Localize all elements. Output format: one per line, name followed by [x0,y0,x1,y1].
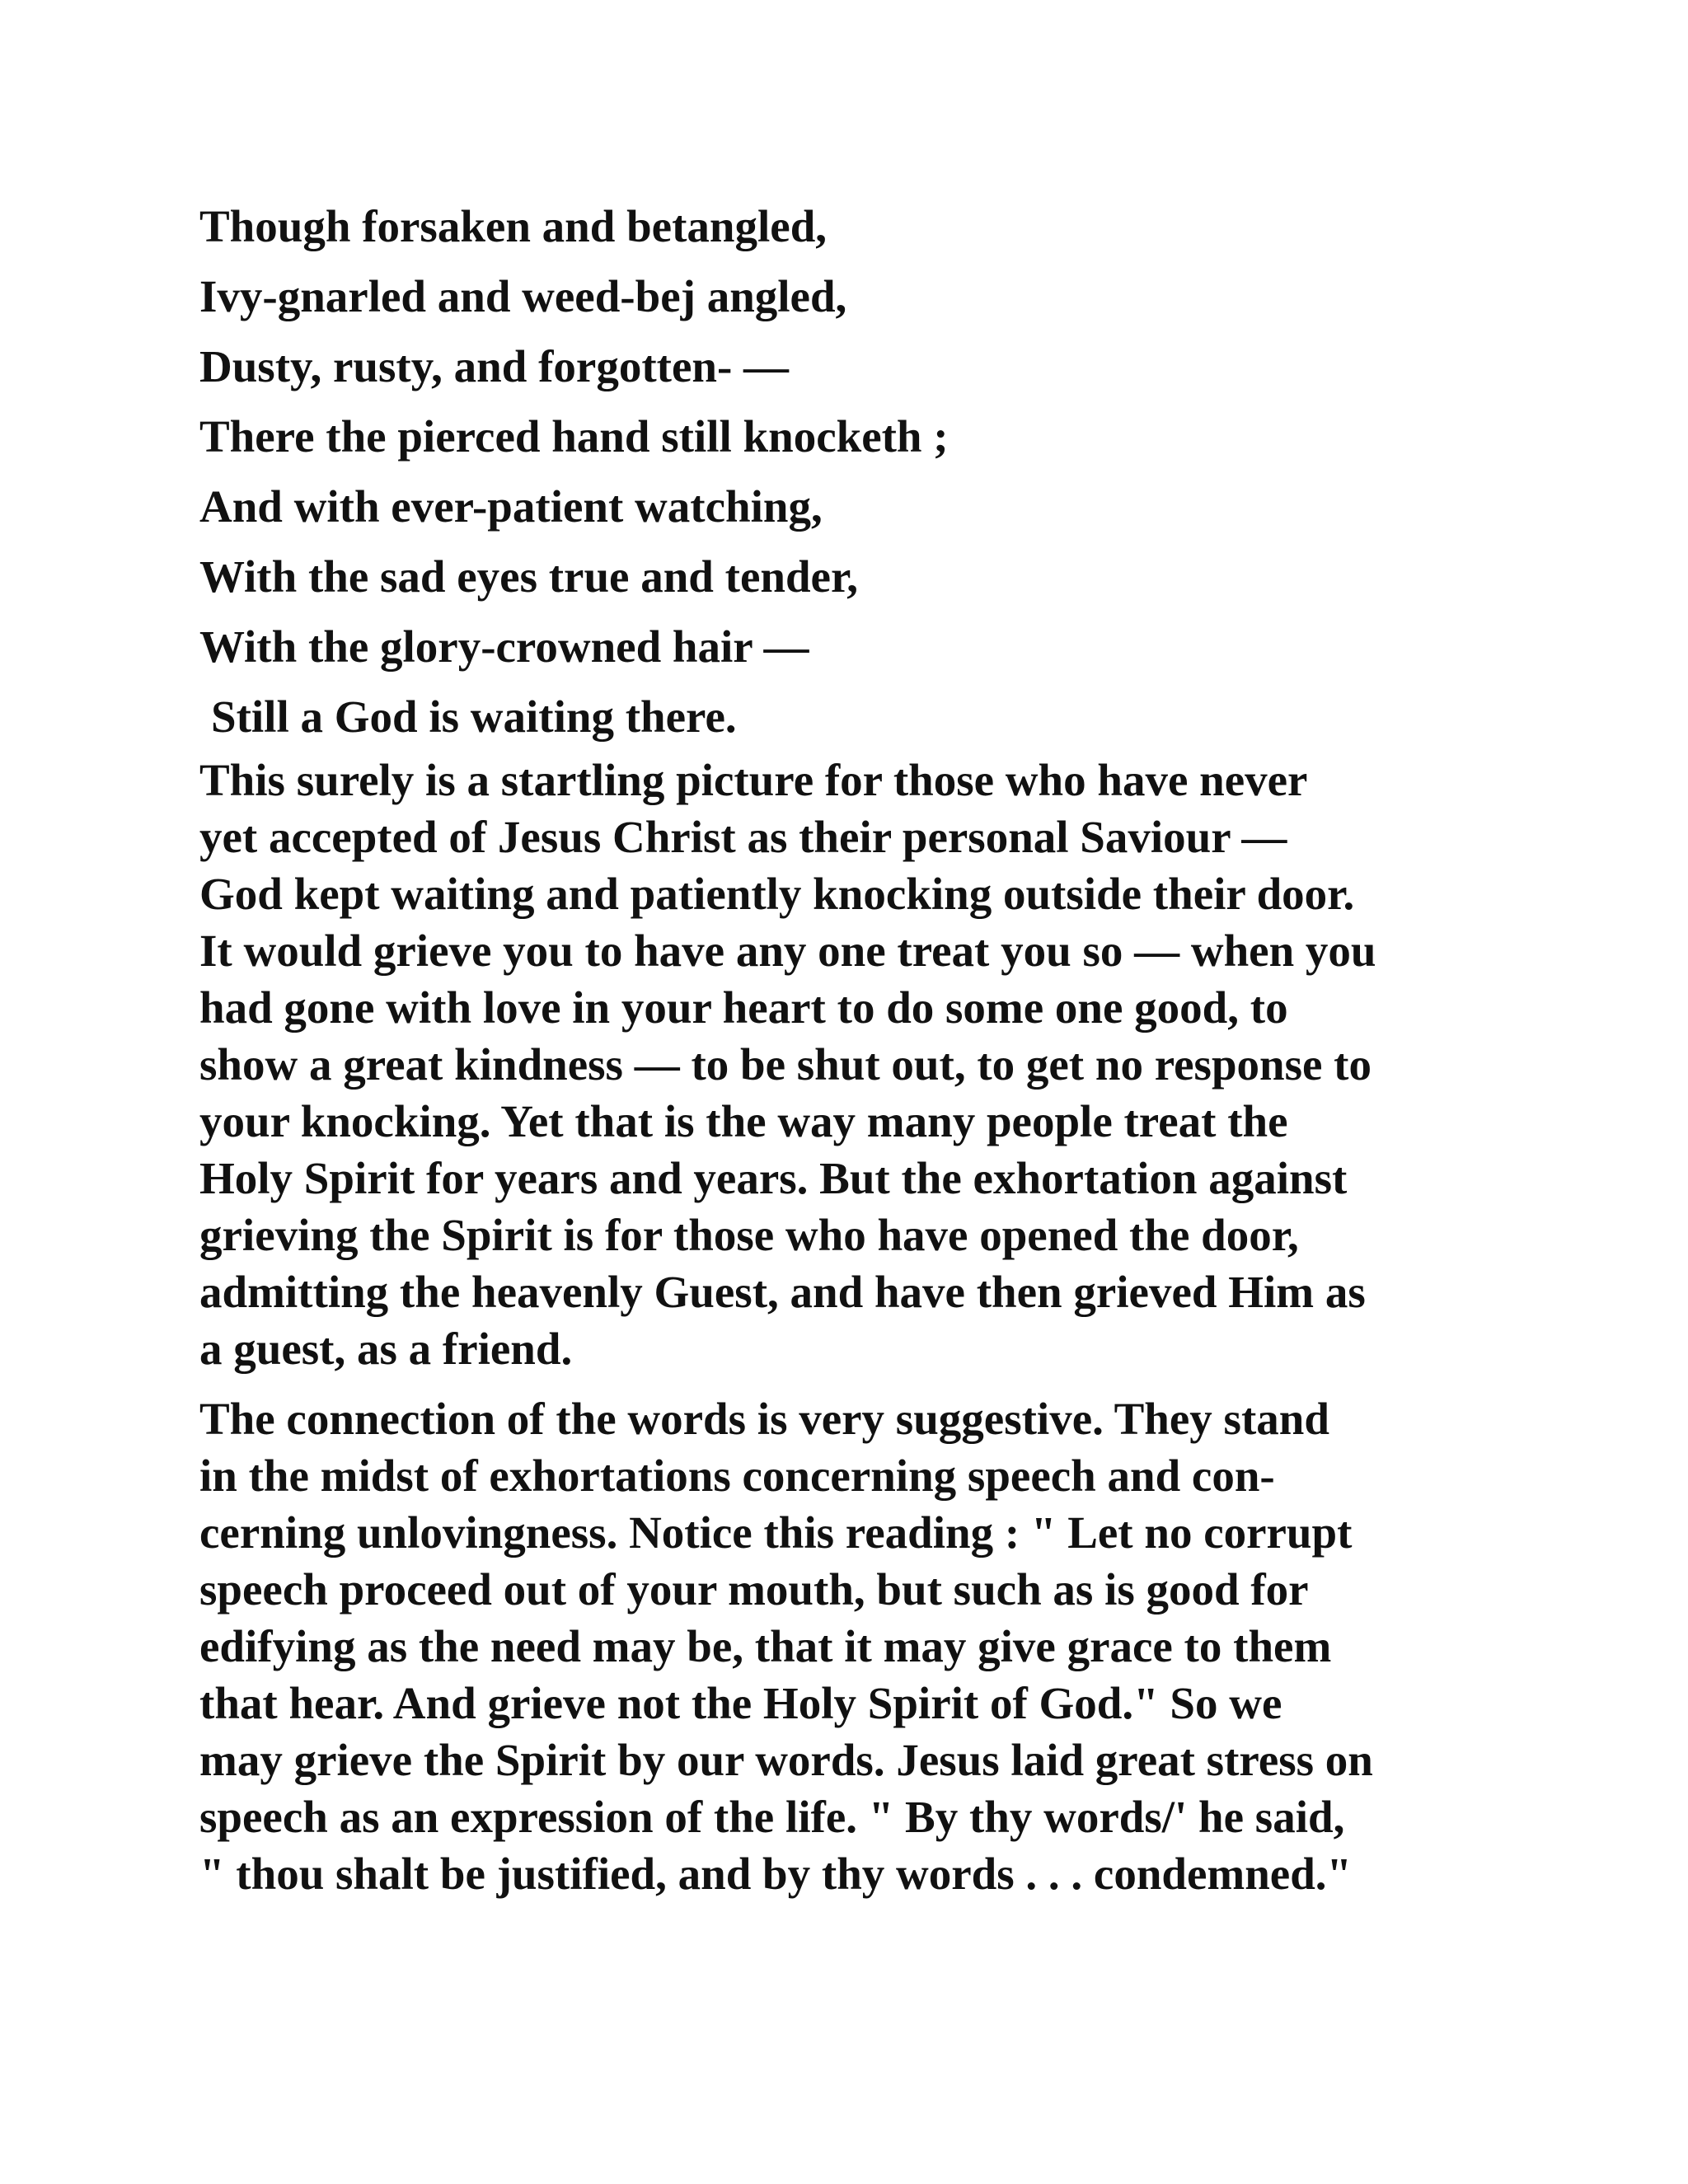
paragraph-connection [199,1390,1502,1902]
poem-line: Dusty, rusty, and forgotten- — [199,341,790,391]
poem-stanza [199,191,1502,752]
paragraph-line: admitting the heavenly Guest, and have then grieved Him as [199,1267,1366,1317]
paragraph-line: your knocking. Yet that is the way many people treat the [199,1096,1288,1146]
paragraph-line: edifying as the need may be, that it may give grace to them [199,1621,1332,1671]
poem-line: Though forsaken and betangled, [199,201,828,251]
poem-line: Still a God is waiting there. [211,691,737,742]
page-text [199,191,1502,1902]
paragraph-line: speech as an expression of the life. " By thy words/' he said, [199,1792,1345,1842]
paragraph-line: cerning unlovingness. Notice this reading : " Let no corrupt [199,1507,1353,1558]
paragraph-line: God kept waiting and patiently knocking outside their door. [199,869,1355,919]
paragraph-line: that hear. And grieve not the Holy Spirit of God." So we [199,1678,1282,1728]
paragraph-line: yet accepted of Jesus Christ as their personal Saviour — [199,812,1287,862]
poem-line: Ivy-gnarled and weed-bej angled, [199,271,847,321]
paragraph-line: in the midst of exhortations concerning speech and con- [199,1451,1275,1501]
paragraph-line: show a great kindness — to be shut out, to get no response to [199,1039,1372,1090]
paragraph-line: It would grieve you to have any one treat you so — when you [199,926,1376,976]
poem-line: There the pierced hand still knocketh ; [199,411,949,462]
paragraph-line: grieving the Spirit is for those who have opened the door, [199,1210,1299,1260]
paragraph-line: This surely is a startling picture for those who have never [199,755,1308,805]
paragraph-line: had gone with love in your heart to do some one good, to [199,982,1288,1033]
paragraph-line: speech proceed out of your mouth, but such as is good for [199,1564,1309,1615]
poem-line: With the glory-crowned hair — [199,621,809,672]
paragraph-line: a guest, as a friend. [199,1324,573,1374]
paragraph-line: " thou shalt be justified, and by thy words . . . condemned." [199,1849,1353,1899]
paragraph-knocking [199,752,1502,1377]
paragraph-line: The connection of the words is very suggestive. They stand [199,1394,1329,1444]
paragraph-line: may grieve the Spirit by our words. Jesus laid great stress on [199,1735,1373,1785]
poem-line: With the sad eyes true and tender, [199,551,859,602]
paragraph-line: Holy Spirit for years and years. But the exhortation against [199,1153,1348,1203]
poem-line: And with ever-patient watching, [199,481,823,532]
